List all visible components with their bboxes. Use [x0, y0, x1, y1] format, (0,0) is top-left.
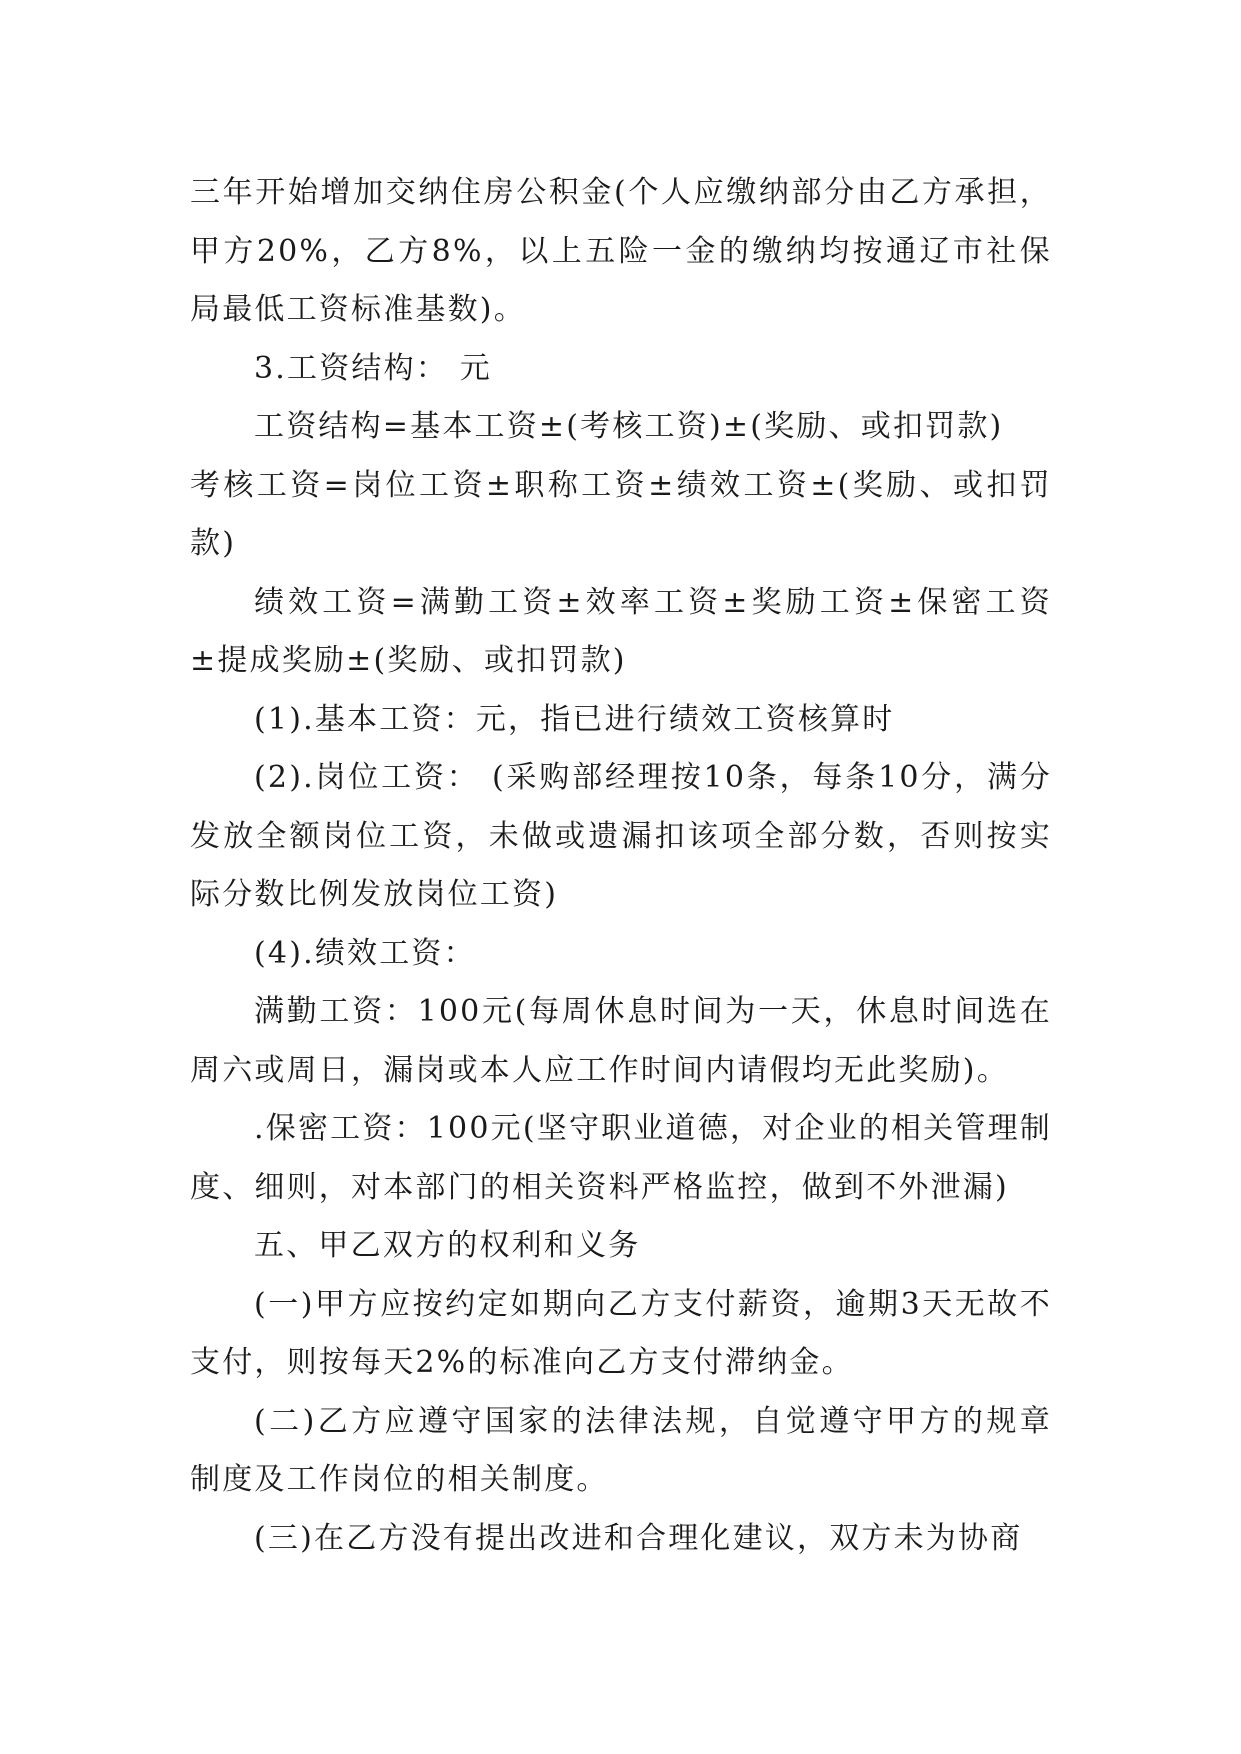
document-body [190, 164, 1052, 1568]
paragraph-clause-two: (二)乙方应遵守国家的法律法规，自觉遵守甲方的规章制度及工作岗位的相关制度。 [190, 1403, 1052, 1497]
paragraph-full-attendance-wage: 满勤工资：100元(每周休息时间为一天，休息时间选在周六或周日，漏岗或本人应工作时间内请假均无此奖励)。 [190, 994, 1052, 1088]
paragraph-performance-wage-formula: 绩效工资=满勤工资±效率工资±奖励工资±保密工资±提成奖励±(奖励、或扣罚款) [190, 584, 1052, 678]
paragraph-position-wage: (2).岗位工资： (采购部经理按10条，每条10分，满分发放全额岗位工资，未做或遗漏扣该项全部分数，否则按实际分数比例发放岗位工资) [190, 760, 1052, 912]
paragraph-basic-wage: (1).基本工资：元，指已进行绩效工资核算时 [254, 701, 895, 737]
paragraph-clause-one: (一)甲方应按约定如期向乙方支付薪资，逾期3天无故不支付，则按每天2%的标准向乙方支付滞纳金。 [190, 1286, 1052, 1380]
paragraph-wage-structure-formula: 工资结构=基本工资±(考核工资)±(奖励、或扣罚款) [254, 409, 1004, 444]
paragraph-wage-structure-heading: 3.工资结构： 元 [254, 350, 492, 386]
paragraph-confidentiality-wage: .保密工资：100元(坚守职业道德，对企业的相关管理制度、细则，对本部门的相关资料严格监控，做到不外泄漏) [190, 1111, 1052, 1205]
paragraph-assessment-wage-formula: 考核工资=岗位工资±职称工资±绩效工资±(奖励、或扣罚款) [190, 467, 1052, 561]
paragraph-housing-fund: 三年开始增加交纳住房公积金(个人应缴纳部分由乙方承担，甲方20%，乙方8%，以上五险一金的缴纳均按通辽市社保局最低工资标准基数)。 [190, 175, 1052, 327]
paragraph-performance-wage-heading: (4).绩效工资： [254, 935, 476, 971]
section-heading-rights-obligations: 五、甲乙双方的权利和义务 [254, 1228, 641, 1263]
paragraph-clause-three: (三)在乙方没有提出改进和合理化建议，双方未为协商 [254, 1520, 1023, 1556]
